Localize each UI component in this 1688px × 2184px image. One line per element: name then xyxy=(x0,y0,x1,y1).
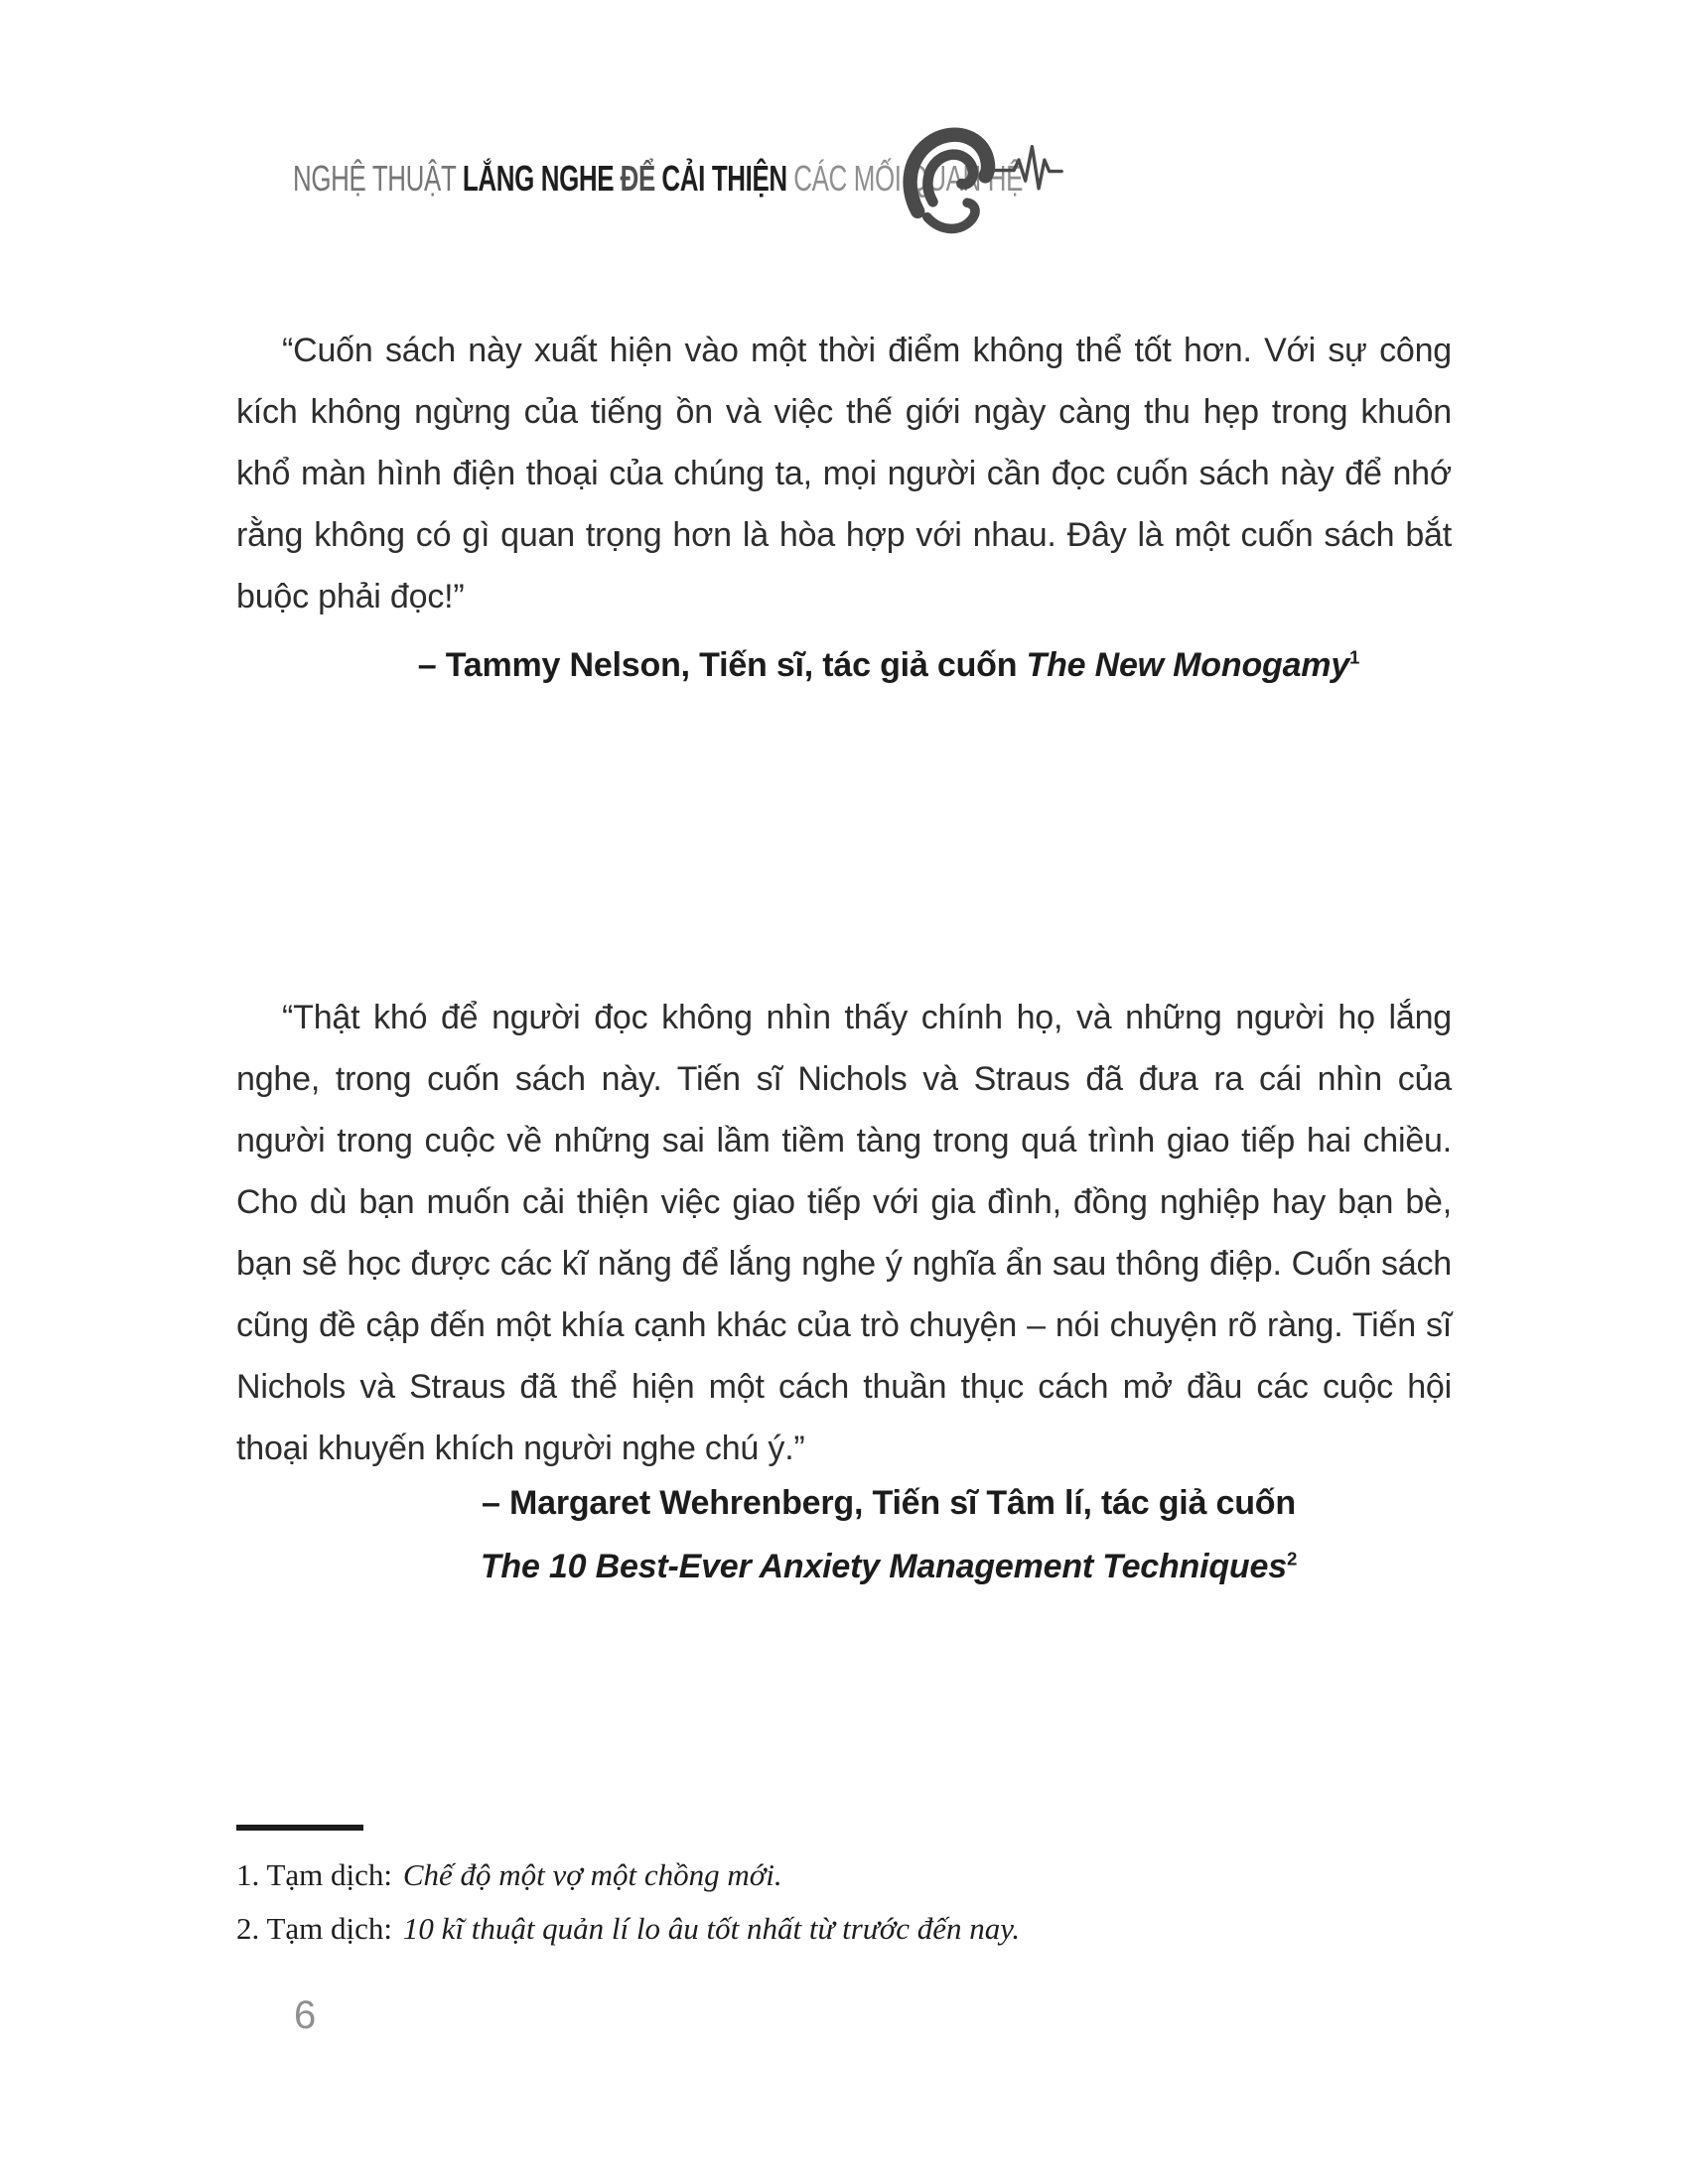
header-segment: LẮNG NGHE xyxy=(462,158,615,199)
footnote-divider xyxy=(236,1825,363,1831)
attribution-author: – Tammy Nelson, Tiến sĩ, tác giả cuốn xyxy=(417,646,1027,684)
quote-paragraph: “Cuốn sách này xuất hiện vào một thời điểm không thể tốt hơn. Với sự công kích không ngừng của tiếng ồn và việc thế giới ngày càng thu hẹp trong khuôn khổ màn hình điện thoại của chúng ta, mọi người cần đọc cuốn sách này để nhớ rằng không có gì quan trọng hơn là hòa hợp với nhau. Đây là một cuốn sách bắt buộc phải đọc!” xyxy=(236,332,1452,615)
quote-attribution xyxy=(328,633,1450,697)
page-number: 6 xyxy=(294,1993,317,2037)
ear-soundwave-icon xyxy=(899,127,1065,242)
footnote-text: 10 kĩ thuật quản lí lo âu tốt nhất từ trước đến nay. xyxy=(402,1911,1021,1946)
header-segment: CẢI THIỆN xyxy=(661,158,787,199)
attribution-book-title: The New Monogamy xyxy=(1026,646,1350,684)
footnote-ref: 2 xyxy=(1286,1548,1298,1570)
footnote-item xyxy=(236,1848,1452,1902)
footnote-label: 1. Tạm dịch: xyxy=(236,1857,392,1892)
footnote-ref: 1 xyxy=(1349,646,1360,668)
header-segment: CÁC MỐI QUAN HỆ xyxy=(793,158,1024,199)
header-segment: ĐỂ xyxy=(620,158,655,199)
quote-paragraph: “Thật khó để người đọc không nhìn thấy chính họ, và những người họ lắng nghe, trong cuốn sách này. Tiến sĩ Nichols và Straus đã đưa ra cái nhìn của người trong cuộc về những sai lầm tiềm tàng trong quá trình giao tiếp hai chiều. Cho dù bạn muốn cải thiện việc giao tiếp với gia đình, đồng nghiệp hay bạn bè, bạn sẽ học được các kĩ năng để lắng nghe ý nghĩa ẩn sau thông điệp. Cuốn sách cũng đề cập đến một khía cạnh khác của trò chuyện – nói chuyện rõ ràng. Tiến sĩ Nichols và Straus đã thể hiện một cách thuần thục cách mở đầu các cuộc hội thoại khuyến khích người nghe chú ý.” xyxy=(236,999,1452,1467)
footnotes xyxy=(236,1848,1452,1956)
header-segment: NGHỆ THUẬT xyxy=(293,158,457,199)
attribution-author: – Margaret Wehrenberg, Tiến sĩ Tâm lí, tác giả cuốn xyxy=(482,1484,1296,1522)
quote-attribution xyxy=(328,1471,1450,1598)
attribution-book-title: The 10 Best-Ever Anxiety Management Techniques xyxy=(480,1548,1287,1585)
footnote-item xyxy=(236,1902,1452,1956)
footnote-text: Chế độ một vợ một chồng mới. xyxy=(402,1857,782,1892)
footnote-label: 2. Tạm dịch: xyxy=(236,1911,392,1946)
